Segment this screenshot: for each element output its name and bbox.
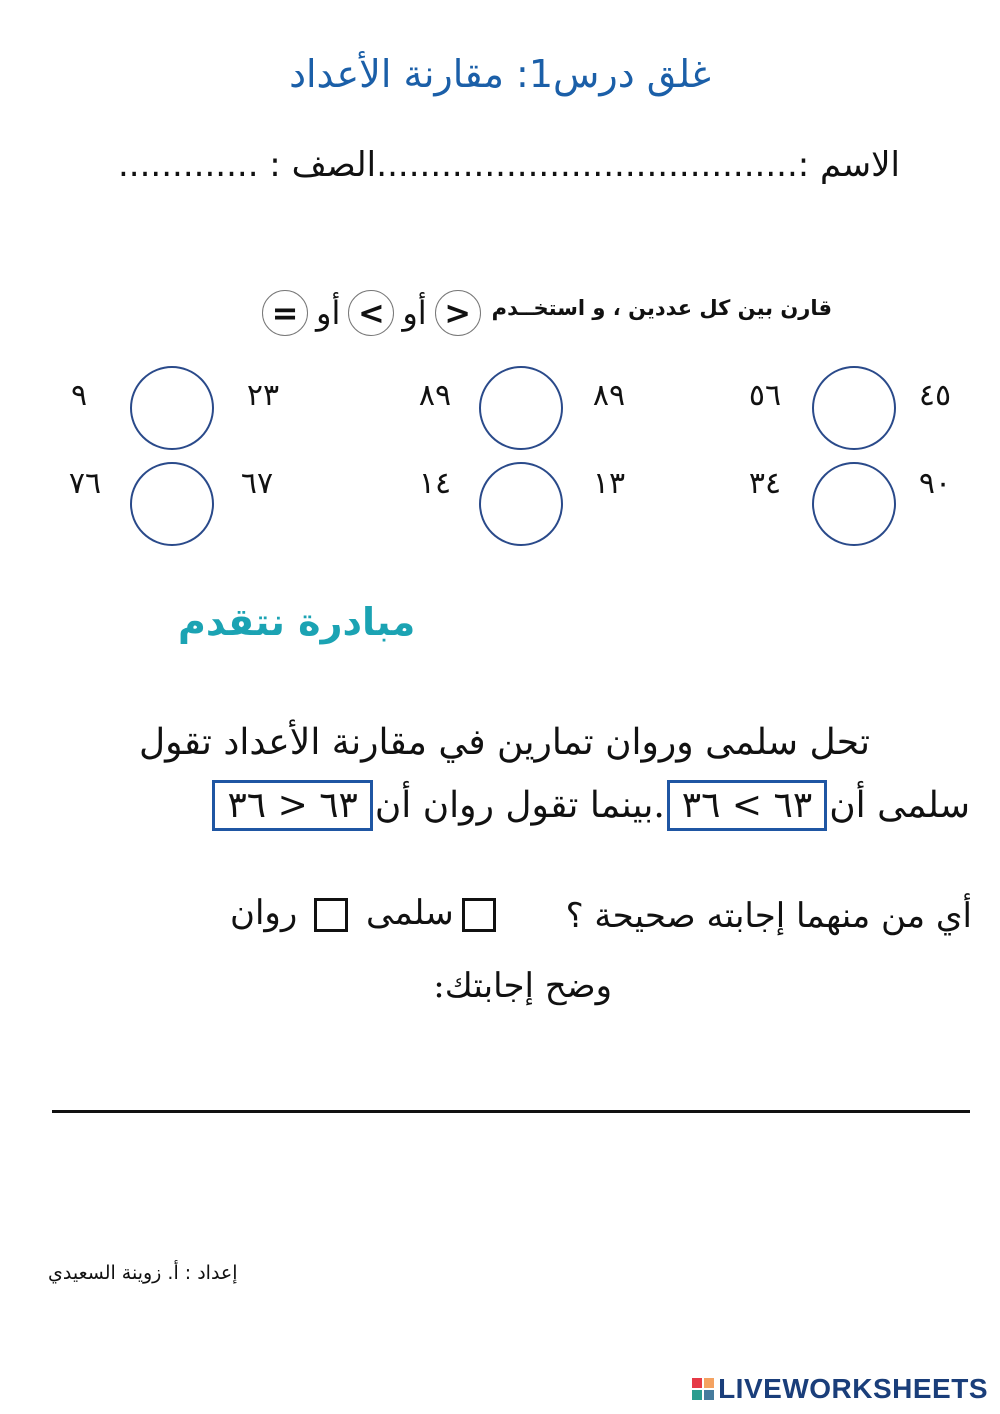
number-left: ٢٣ (246, 378, 280, 413)
number-right: ٣٤ (748, 466, 782, 501)
number-left: ٤٥ (918, 378, 952, 413)
or-word: أو (316, 294, 341, 332)
less-than-symbol: < (348, 290, 394, 336)
answer-line[interactable] (52, 1110, 970, 1113)
question-text: أي من منهما إجابته صحيحة ؟ (565, 896, 972, 936)
number-right: ٩ (70, 378, 88, 413)
story-line-2 (210, 780, 970, 831)
logo-square (692, 1378, 702, 1388)
explain-prompt: وضح إجابتك: (433, 966, 612, 1006)
grade-field[interactable]: الصف : ............. (118, 145, 377, 185)
initiative-heading: مبادرة نتقدم (178, 600, 416, 644)
comparison-answer-circle[interactable] (812, 462, 896, 546)
number-right: ٧٦ (68, 466, 102, 501)
comparison-answer-circle[interactable] (479, 462, 563, 546)
author-credit: إعداد : أ. زوينة السعيدي (48, 1262, 238, 1284)
comparison-answer-circle[interactable] (479, 366, 563, 450)
exercise-instruction: قارن بين كل عددين ، و استخــدم (491, 296, 832, 320)
story-middle: .بينما تقول روان أن (374, 785, 665, 826)
logo-square (704, 1378, 714, 1388)
story-line-1: تحل سلمى وروان تمارين في مقارنة الأعداد تقول (138, 722, 870, 763)
rawan-claim-box: ٦٣ < ٣٦ (212, 780, 372, 831)
liveworksheets-brand (692, 1373, 988, 1405)
salma-option-label: سلمى (366, 893, 454, 933)
number-left: ١٣ (592, 466, 626, 501)
logo-square (704, 1390, 714, 1400)
comparison-answer-circle[interactable] (130, 462, 214, 546)
comparison-answer-circle[interactable] (812, 366, 896, 450)
logo-square (692, 1390, 702, 1400)
symbol-legend (262, 290, 481, 336)
worksheet-title: غلق درس1: مقارنة الأعداد (289, 52, 711, 96)
brand-name: LIVEWORKSHEETS (718, 1373, 988, 1404)
salma-checkbox[interactable] (462, 898, 496, 932)
story-prefix: سلمى أن (829, 785, 970, 826)
rawan-option-label: روان (230, 893, 298, 933)
number-left: ٨٩ (592, 378, 626, 413)
or-word: أو (402, 294, 427, 332)
comparison-answer-circle[interactable] (130, 366, 214, 450)
student-name-field[interactable]: الاسم :....................................... (376, 145, 900, 185)
number-right: ١٤ (418, 466, 452, 501)
number-right: ٥٦ (748, 378, 782, 413)
number-right: ٨٩ (418, 378, 452, 413)
equals-symbol: = (262, 290, 308, 336)
liveworksheets-logo-icon (692, 1378, 714, 1400)
greater-than-symbol: > (435, 290, 481, 336)
number-left: ٩٠ (918, 466, 952, 501)
rawan-checkbox[interactable] (314, 898, 348, 932)
number-left: ٦٧ (240, 466, 274, 501)
salma-claim-box: ٦٣ > ٣٦ (667, 780, 827, 831)
